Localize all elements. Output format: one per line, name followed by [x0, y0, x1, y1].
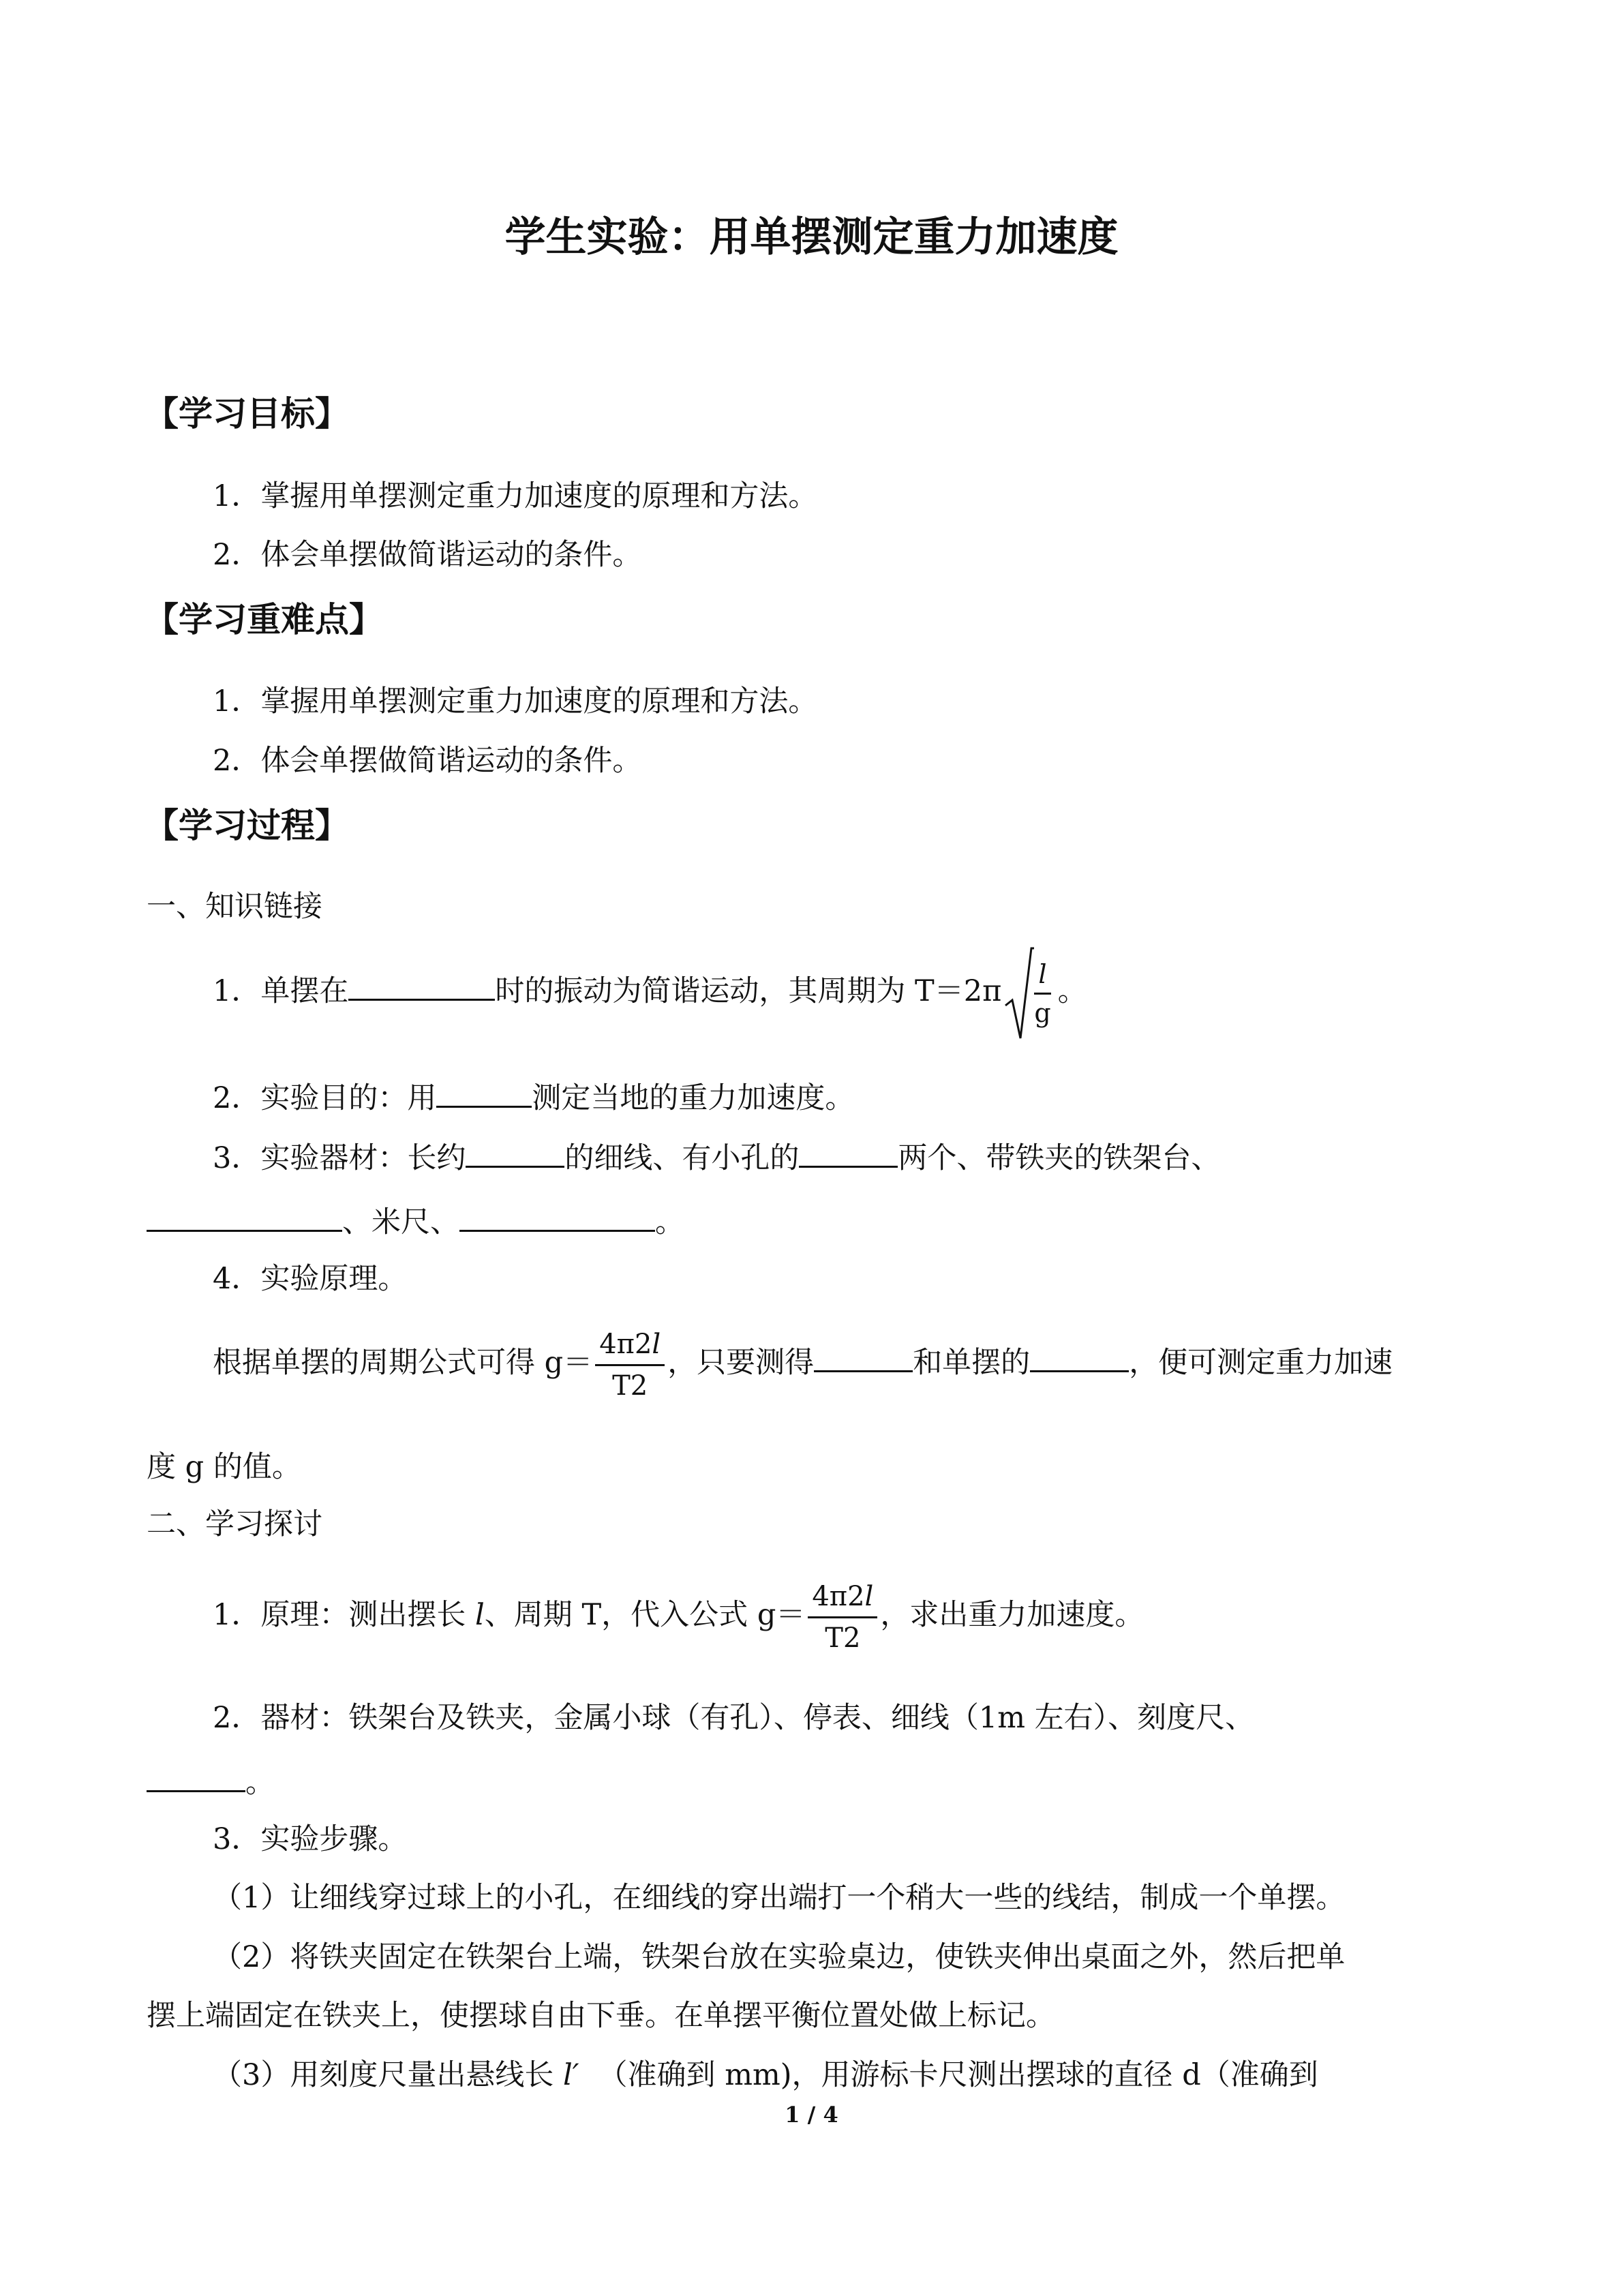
fraction-denominator: T2 [612, 1370, 648, 1402]
sqrt-formula [1004, 946, 1055, 1041]
fill-blank[interactable] [436, 1078, 532, 1108]
key-point-item-2: 2．体会单摆做简谐运动的条件。 [213, 744, 642, 778]
process-heading: 【学习过程】 [145, 806, 349, 845]
fill-blank[interactable] [814, 1343, 913, 1372]
text: 测定当地的重力加速度。 [532, 1081, 855, 1115]
text: 1．原理：测出摆长 [213, 1598, 476, 1632]
text: （准确到 mm)，用游标卡尺测出摆球的直径 d（准确到 [598, 2058, 1318, 2092]
knowledge-link-heading: 一、知识链接 [147, 890, 322, 924]
discussion-item-2: 2．器材：铁架台及铁夹，金属小球（有孔）、停表、细线（1m 左右）、刻度尺、 [213, 1701, 1255, 1735]
text: 两个、带铁夹的铁架台、 [898, 1141, 1221, 1175]
fill-blank[interactable] [799, 1138, 898, 1168]
step-1: （1）让细线穿过球上的小孔，在细线的穿出端打一个稍大一些的线结，制成一个单摆。 [213, 1881, 1346, 1915]
fill-blank[interactable] [147, 1203, 342, 1232]
knowledge-item-1 [213, 943, 1087, 1041]
key-point-item-1: 1．掌握用单摆测定重力加速度的原理和方法。 [213, 684, 818, 719]
fraction-denominator: T2 [825, 1622, 861, 1654]
text: ，求出重力加速度。 [880, 1598, 1144, 1632]
step-2-cont: 摆上端固定在铁夹上，使摆球自由下垂。在单摆平衡位置处做上标记。 [147, 1999, 1055, 2033]
numerator-l: l [652, 1328, 661, 1360]
numerator-l: l [864, 1580, 874, 1612]
radicand-denominator: g [1034, 997, 1051, 1028]
fill-blank[interactable] [1030, 1343, 1129, 1372]
text: ，只要测得 [667, 1346, 815, 1380]
fill-blank[interactable] [459, 1203, 655, 1232]
fill-blank[interactable] [147, 1763, 245, 1792]
text: 根据单摆的周期公式可得 g＝ [213, 1346, 593, 1380]
text: 1．单摆在 [213, 974, 349, 1008]
radicand-numerator: l [1034, 958, 1050, 995]
formula-fraction [595, 1327, 665, 1403]
text: 、米尺、 [342, 1205, 459, 1239]
text: 、周期 T，代入公式 g＝ [484, 1598, 806, 1632]
knowledge-item-3-cont [147, 1203, 684, 1241]
numerator-text: 4π2 [812, 1580, 865, 1612]
formula-fraction [808, 1580, 877, 1655]
discussion-item-1 [213, 1571, 1144, 1659]
text: 和单摆的 [913, 1346, 1031, 1380]
principle-line-cont: 度 g 的值。 [147, 1450, 301, 1484]
text: 3．实验器材：长约 [213, 1141, 466, 1175]
step-2: （2）将铁夹固定在铁架台上端，铁架台放在实验桌边，使铁夹伸出桌面之外，然后把单 [213, 1940, 1346, 1974]
symbol-l: l [475, 1598, 485, 1632]
text: 。 [1057, 974, 1087, 1008]
key-points-heading: 【学习重难点】 [145, 600, 383, 639]
text: （3）用刻度尺量出悬线长 [213, 2058, 564, 2092]
text: 时的振动为简谐运动，其周期为 T＝2π [495, 974, 1002, 1008]
fraction-numerator [808, 1580, 877, 1618]
objective-item-2: 2．体会单摆做简谐运动的条件。 [213, 538, 642, 572]
page-number: 1 / 4 [785, 2102, 838, 2128]
page-title: 学生实验：用单摆测定重力加速度 [504, 213, 1119, 261]
knowledge-item-3 [213, 1138, 1220, 1177]
objectives-heading: 【学习目标】 [145, 394, 349, 434]
knowledge-item-4: 4．实验原理。 [213, 1262, 408, 1296]
discussion-heading: 二、学习探讨 [147, 1507, 322, 1541]
step-3 [213, 2056, 1318, 2094]
discussion-item-3: 3．实验步骤。 [213, 1822, 408, 1856]
discussion-item-2-cont [147, 1763, 275, 1802]
fill-blank[interactable] [466, 1138, 564, 1168]
text: ，便可测定重力加速 [1129, 1346, 1393, 1380]
fill-blank[interactable] [348, 971, 495, 1001]
knowledge-item-2 [213, 1078, 854, 1117]
numerator-text: 4π2 [599, 1328, 652, 1360]
objective-item-1: 1．掌握用单摆测定重力加速度的原理和方法。 [213, 479, 818, 513]
symbol-l-prime: l′ [563, 2058, 579, 2092]
text: 的细线、有小孔的 [564, 1141, 800, 1175]
text: 。 [245, 1766, 275, 1800]
text: 2．实验目的：用 [213, 1081, 437, 1115]
fraction-numerator [595, 1327, 665, 1366]
text: 。 [655, 1205, 684, 1239]
principle-line [213, 1318, 1393, 1407]
